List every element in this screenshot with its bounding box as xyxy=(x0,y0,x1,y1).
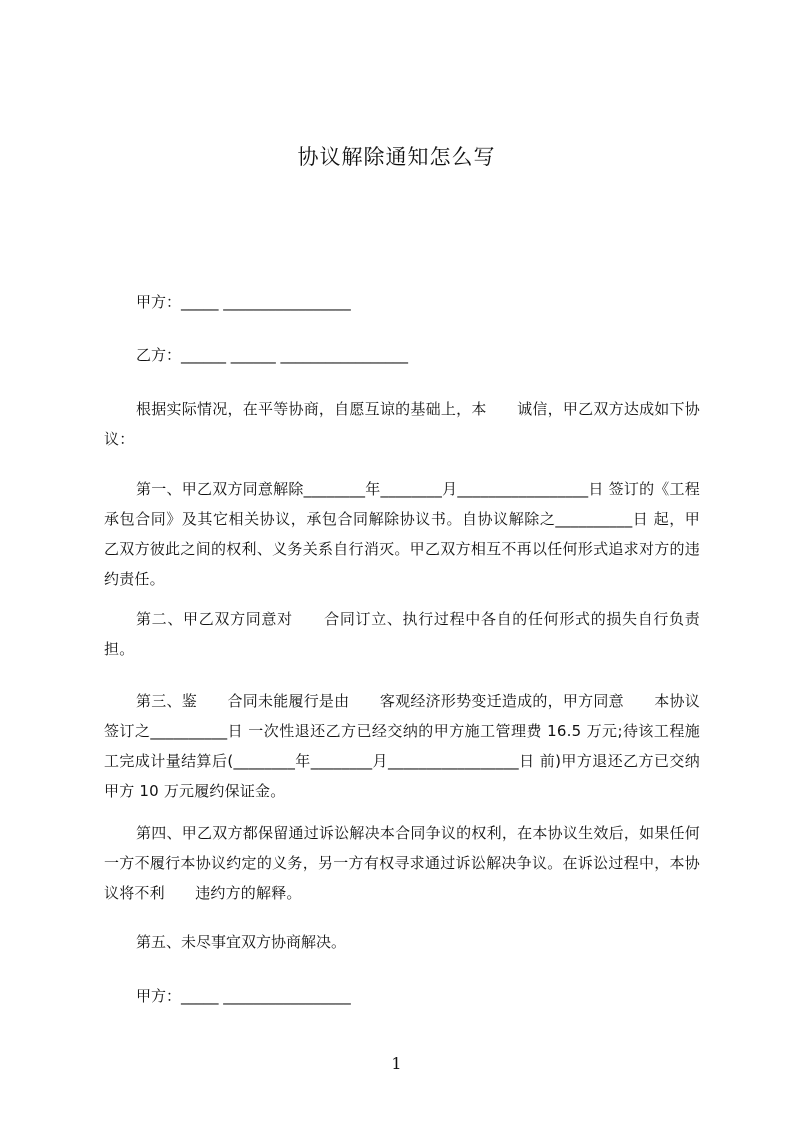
intro-paragraph: 根据实际情况，在平等协商，自愿互谅的基础上，本 诚信，甲乙双方达成如下协议： xyxy=(104,400,700,448)
clause-4-paragraph: 第四、甲乙双方都保留通过诉讼解决本合同争议的权利，在本协议生效后，如果任何一方不履行本协议约定的义务，另一方有权寻求通过诉讼解决争议。在诉讼过程中，本协议将不利 违约方的解释。 xyxy=(104,824,700,902)
party-a-line-top: 甲方：_____ _________________ xyxy=(136,293,351,311)
clause-2-paragraph: 第二、甲乙双方同意对 合同订立、执行过程中各自的任何形式的损失自行负责担。 xyxy=(104,610,700,658)
page-number: 1 xyxy=(391,1054,402,1073)
clause-1-paragraph: 第一、甲乙双方同意解除________年________月_________________日 签订的《工程承包合同》及其它相关协议，承包合同解除协议书。自协议解除之__________日 起，甲乙双方彼此之间的权利、义务关系自行消灭。甲乙双方相互不再以任何形式追求对方的违约责任。 xyxy=(104,480,700,588)
clause-3-paragraph: 第三、鉴 合同未能履行是由 客观经济形势变迁造成的，甲方同意 本协议签订之__________日 一次性退还乙方已经交纳的甲方施工管理费 16.5 万元;待该工程施工完成计量结算后(________年________月_________________日 前)甲方退还乙方已交纳甲方 10 万元履约保证金。 xyxy=(104,692,701,800)
party-a-line-bottom: 甲方：_____ _________________ xyxy=(136,987,351,1005)
clause-5-paragraph: 第五、未尽事宜双方协商解决。 xyxy=(136,933,347,951)
party-b-line: 乙方：______ ______ _________________ xyxy=(136,346,409,364)
page-title: 协议解除通知怎么写 xyxy=(297,145,496,169)
